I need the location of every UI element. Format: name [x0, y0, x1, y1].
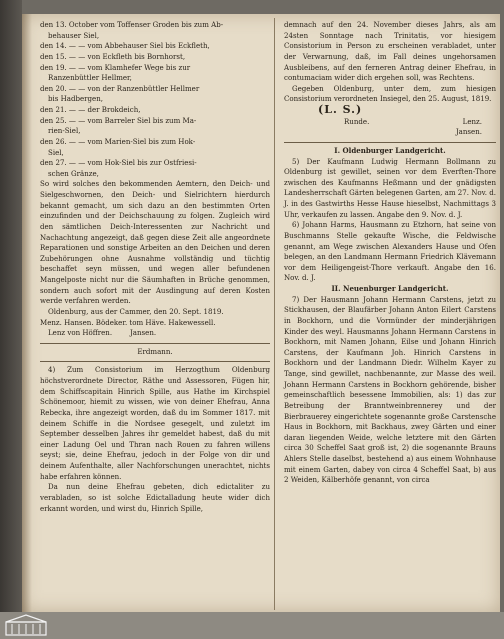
schedule-line: den 25. — — vom Barreler Siel bis zum Ma-	[40, 115, 197, 125]
divider	[284, 142, 496, 143]
dateline: Oldenburg, aus der Cammer, den 20. Sept. 1819.	[48, 306, 224, 316]
schedule-line: den 20. — — von der Ranzenbüttler Hellmer	[40, 83, 200, 93]
section-heading: I. Oldenburger Landgericht.	[334, 145, 446, 155]
library-logo-icon	[4, 614, 48, 636]
schedule-line: schen Gränze,	[48, 168, 99, 178]
schedule-line: bis Hadbergen,	[48, 94, 103, 104]
signature-name: Runde.	[344, 116, 370, 126]
signatories: Menz. Hansen. Bödeker. tom Häve. Hakewessell.	[40, 317, 216, 327]
notice-paragraph: So wird solches den bekommenden Aemtern, den Deich- und Sielgeschwornen, den Deich- und Sielrichtern hierdurch bekannt gemacht, um sich dazu an den bestimmten Orten einzufinden und der Deichschauung zu folgen. Zugleich wird den sämtlichen Deich-Interessenten zur Nachricht und Nachachtung angezeigt, daß gegen diese Zeit alle angeordnete Reparationen und sonstige Arbeiten an den Deichen und deren Zubehörungen ohne Ausnahme vollständig und tüchtig beschaffet seyn müssen, und wegen aller befundenen Mangelposte nicht nur die Säumhaften in Brüche genommen, sondern auch sofort mit der Ausdingung auf deren Kosten werde verfahren werden.	[40, 179, 270, 306]
schedule-line: den 19. — — vom Klamhefer Wege bis zur	[40, 62, 191, 72]
schedule-line: den 21. — — der Brokdeich,	[40, 105, 141, 114]
section-heading: II. Neuenburger Landgericht.	[331, 284, 449, 293]
signature-row	[284, 117, 496, 128]
footer-bar	[0, 612, 504, 639]
page-gutter-shadow	[22, 14, 32, 612]
schedule-line: den 15. — — von Eckfleth bis Bornhorst,	[40, 51, 186, 61]
left-column	[40, 20, 270, 514]
schedule-line: den 26. — — vom Marien-Siel bis zum Hok-	[40, 136, 196, 146]
schedule-line: rien-Siel,	[48, 126, 81, 136]
signatory-subhead: Erdmann.	[137, 346, 173, 356]
notice-paragraph: demnach auf den 24. November dieses Jahrs, als am 24sten Sonntage nach Trinitatis, vor hiesigem Consistorium in Person zu erscheinen verabladet, unter der Verwarnung, daß, im Fall deines ungehorsamen Ausbleibens, auf den ferneren Antrag deiner Ehefrau, in contumaciam wider dich ergehen soll, was Rechtens.	[284, 20, 496, 83]
schedule-line: den 27. — — vom Hok-Siel bis zur Ostfriesi-	[40, 158, 197, 168]
document-page	[22, 14, 500, 612]
divider	[40, 343, 270, 344]
book-spine-edge	[0, 0, 22, 612]
seal-mark: (L. S.)	[318, 103, 363, 116]
schedule-line: den 13. October vom Toffenser Groden bis zum Ab-	[40, 20, 224, 29]
schedule-line: Siel,	[48, 147, 64, 157]
signature-name: Lenz.	[462, 116, 482, 126]
notice-paragraph: 5) Der Kaufmann Ludwig Hermann Bollmann zu Oldenburg ist gewillet, seinen vor dem Everften-Thore zwischen des Kaufmanns Heßmann und der gnädigsten Landesherrschaft Gärten belegenen Garten, am 27. Nov. d. J. in des Gastwirths Hesse Hause hieselbst, Nachmittags 3 Uhr, verkaufen zu lassen. Angabe den 9. Nov. d. J.	[284, 156, 496, 219]
divider	[40, 361, 270, 362]
schedule-line: behauser Siel,	[48, 30, 100, 40]
notice-paragraph: Da nun deine Ehefrau gebeten, dich edictaliter zu verabladen, so ist solche Edictalladung heute wider dich erkannt worden, und wirst du, Hinrich Spille,	[40, 482, 270, 513]
notice-paragraph: 4) Zum Consistorium im Herzogthum Oldenburg höchstverordnete Director, Räthe und Assessoren, Fügen hir, dem Schiffscapitain Hinrich Spille, aus Hathe im Kirchspiel Schönemoor, hiemit zu wissen, wie von deiner Ehefrau, Anna Rebecka, ihre angezeigt worden, daß du im Sommer 1817. mit deinem Schiffe in die Nordsee gesegelt, und zuletzt im September desselben Jahres ihr gemeldet habest, daß du mit einer Ladung Oel und Thran nach Rouen zu fahren willens seyst; sie, deine Ehefrau, jedoch in der Folge von dir und deinem Aufenthalte, aller Nachforschungen unerachtet, nichts habe erfahren können.	[40, 365, 270, 481]
notice-paragraph: 6) Johann Harms, Hausmann zu Etzhorn, hat seine von Buschmanns Stelle gekaufte Wische, die Feldwische genannt, am Wege zwischen Alexanders Hause und Ofen belegen, an den Landmann Hermann Friedrich Klävemann vor dem Heiligengeist-Thore verkauft. Angabe den 16. Nov. d. J.	[284, 220, 496, 283]
signature-name: Jansen.	[455, 127, 482, 137]
notice-paragraph: Gegeben Oldenburg, unter dem, zum hiesigen Consistorium verordneten Insiegel, den 25. August, 1819.	[284, 83, 496, 104]
column-rule	[274, 18, 275, 610]
schedule-line: den 14. — — vom Abbehauser Siel bis Eckfleth,	[40, 41, 210, 51]
right-column	[284, 20, 496, 486]
schedule-line: Ranzenbüttler Hellmer,	[48, 73, 132, 83]
notice-paragraph: 7) Der Hausmann Johann Hermann Carstens, jetzt zu Stickhausen, der Blaufärber Johann Anton Eilert Carstens in Bockhorn, und die Vormünder der minderjährigen Kinder des weyl. Hausmanns Johann Hermann Carstens in Bockhorn, mit Namen Johann, Eilse und Johann Hinrich Carstens, der Kaufmann Joh. Hinrich Carstens in Bockhorn und der Landmann Diedr. Wilhelm Kayer zu Tange, sind gewillet, nachbenannte, zur Masse des weil. Johann Hermann Carstens in Bockhorn gehörende, bisher gemeinschaftlich besessene Immobilien, als: 1) das zur Betreibung der Branntweinbrennerey und der Bierbrauerey eingerichtete sogenannte große Carstensche Haus in Bockhorn, mit Backhaus, zwey Gärten und einer daran liegenden Weide, welche letztere mit den Gärten circa 30 Scheffel Saat groß ist, 2) die sogenannte Brauns Ahlers Stelle daselbst, bestehend a) aus einem Wohnhause mit einem Garten, dabey von circa 4 Scheffel Saat, b) aus 2 Weiden, Kälberhöfe genannt, von circa	[284, 294, 496, 485]
signatories: Lenz von Höffren. Jansen.	[48, 328, 157, 338]
